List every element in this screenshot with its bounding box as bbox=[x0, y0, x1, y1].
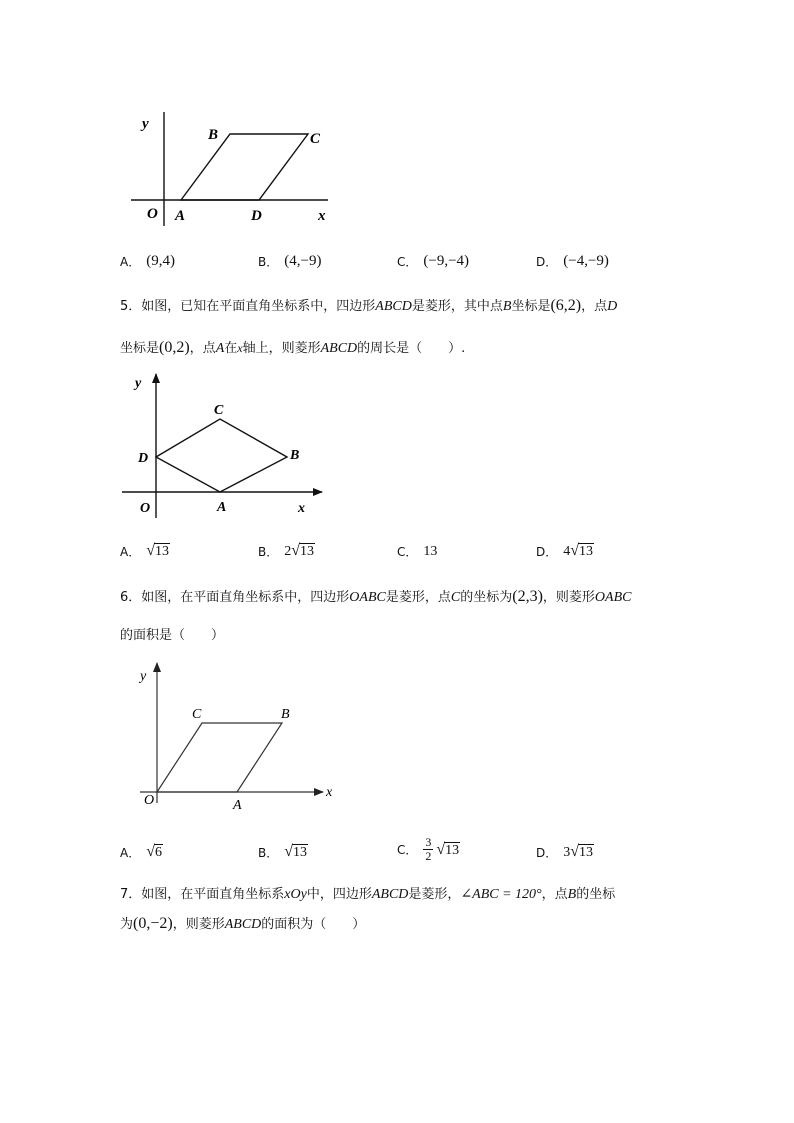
q4-label-b: B bbox=[208, 127, 219, 143]
sqrt-sign: √ 13 bbox=[436, 840, 460, 858]
q6-label-c: C bbox=[192, 707, 202, 722]
q4-label-y: y bbox=[142, 116, 149, 132]
q4-label-x: x bbox=[318, 208, 326, 224]
sqrt-sign: √ 6 bbox=[146, 843, 162, 860]
fraction: $\frac{3}{2}$ bbox=[425, 835, 432, 863]
q5-label-c: C bbox=[214, 403, 224, 418]
q6-label-y: y bbox=[140, 669, 147, 684]
sqrt-sign: √ 13 bbox=[291, 542, 315, 559]
q4-parallelogram bbox=[181, 134, 308, 200]
q5-label-y: y bbox=[135, 376, 142, 391]
q5-option-c[interactable]: C． 13 bbox=[397, 543, 438, 559]
q5-label-d: D bbox=[138, 451, 149, 466]
q4-label-a: A bbox=[175, 208, 186, 224]
q4-label-o: O bbox=[147, 206, 158, 222]
sqrt-sign: √ 13 bbox=[284, 843, 308, 860]
q5-option-d[interactable]: D． 4 √ 13 bbox=[536, 542, 594, 559]
q6-stem-line1: 6．如图，在平面直角坐标系中，四边形OABC是菱形，点C的坐标为(2,3)，则菱形OABC bbox=[120, 588, 632, 605]
q5-label-x: x bbox=[298, 501, 305, 516]
q5-rhombus bbox=[156, 419, 287, 492]
q5-label-o: O bbox=[140, 501, 151, 516]
sqrt-sign: √ 13 bbox=[570, 843, 594, 860]
q4-option-a[interactable]: A． (9,4) bbox=[120, 253, 175, 269]
q4-option-c[interactable]: C． (−9,−4) bbox=[397, 253, 470, 269]
q5-label-a: A bbox=[217, 500, 227, 515]
q7-stem-line1: 7．如图，在平面直角坐标系xOy中，四边形ABCD是菱形，∠ABC = 120°，点B的坐标 bbox=[120, 887, 616, 902]
q5-stem-line2: 坐标是(0,2)，点A在x轴上，则菱形ABCD的周长是（ ）. bbox=[120, 339, 466, 356]
q6-rhombus bbox=[157, 723, 282, 792]
q6-label-x: x bbox=[326, 785, 333, 800]
q6-label-o: O bbox=[144, 793, 155, 808]
q5-figure bbox=[120, 370, 335, 520]
q4-label-d: D bbox=[251, 208, 262, 224]
q6-label-b: B bbox=[281, 707, 290, 722]
q4-label-c: C bbox=[310, 131, 321, 147]
q6-stem-line2: 的面积是（ ） bbox=[120, 628, 225, 643]
q6-option-c[interactable]: C． $\frac{3}{2}$ √ 13 bbox=[397, 835, 460, 863]
q6-label-a: A bbox=[233, 798, 242, 813]
q4-figure bbox=[125, 108, 340, 228]
q6-figure bbox=[125, 658, 340, 818]
q5-option-b[interactable]: B． 2 √ 13 bbox=[258, 542, 315, 559]
q6-option-b[interactable]: B． √ 13 bbox=[258, 843, 308, 860]
q4-option-b[interactable]: B． (4,−9) bbox=[258, 253, 322, 269]
q4-option-d[interactable]: D． (−4,−9) bbox=[536, 253, 609, 269]
q6-option-d[interactable]: D． 3 √ 13 bbox=[536, 843, 594, 860]
q5-option-a[interactable]: A． √ 13 bbox=[120, 542, 169, 559]
q7-stem-line2: 为(0,−2)，则菱形ABCD的面积为（ ） bbox=[120, 915, 366, 932]
sqrt-sign: √ 13 bbox=[570, 542, 594, 559]
q5-stem-line1: 5．如图，已知在平面直角坐标系中，四边形ABCD是菱形，其中点B坐标是(6,2)，点D bbox=[120, 297, 618, 314]
q6-option-a[interactable]: A． √ 6 bbox=[120, 843, 162, 860]
sqrt-sign: √ 13 bbox=[146, 542, 169, 559]
q5-label-b: B bbox=[290, 448, 300, 463]
